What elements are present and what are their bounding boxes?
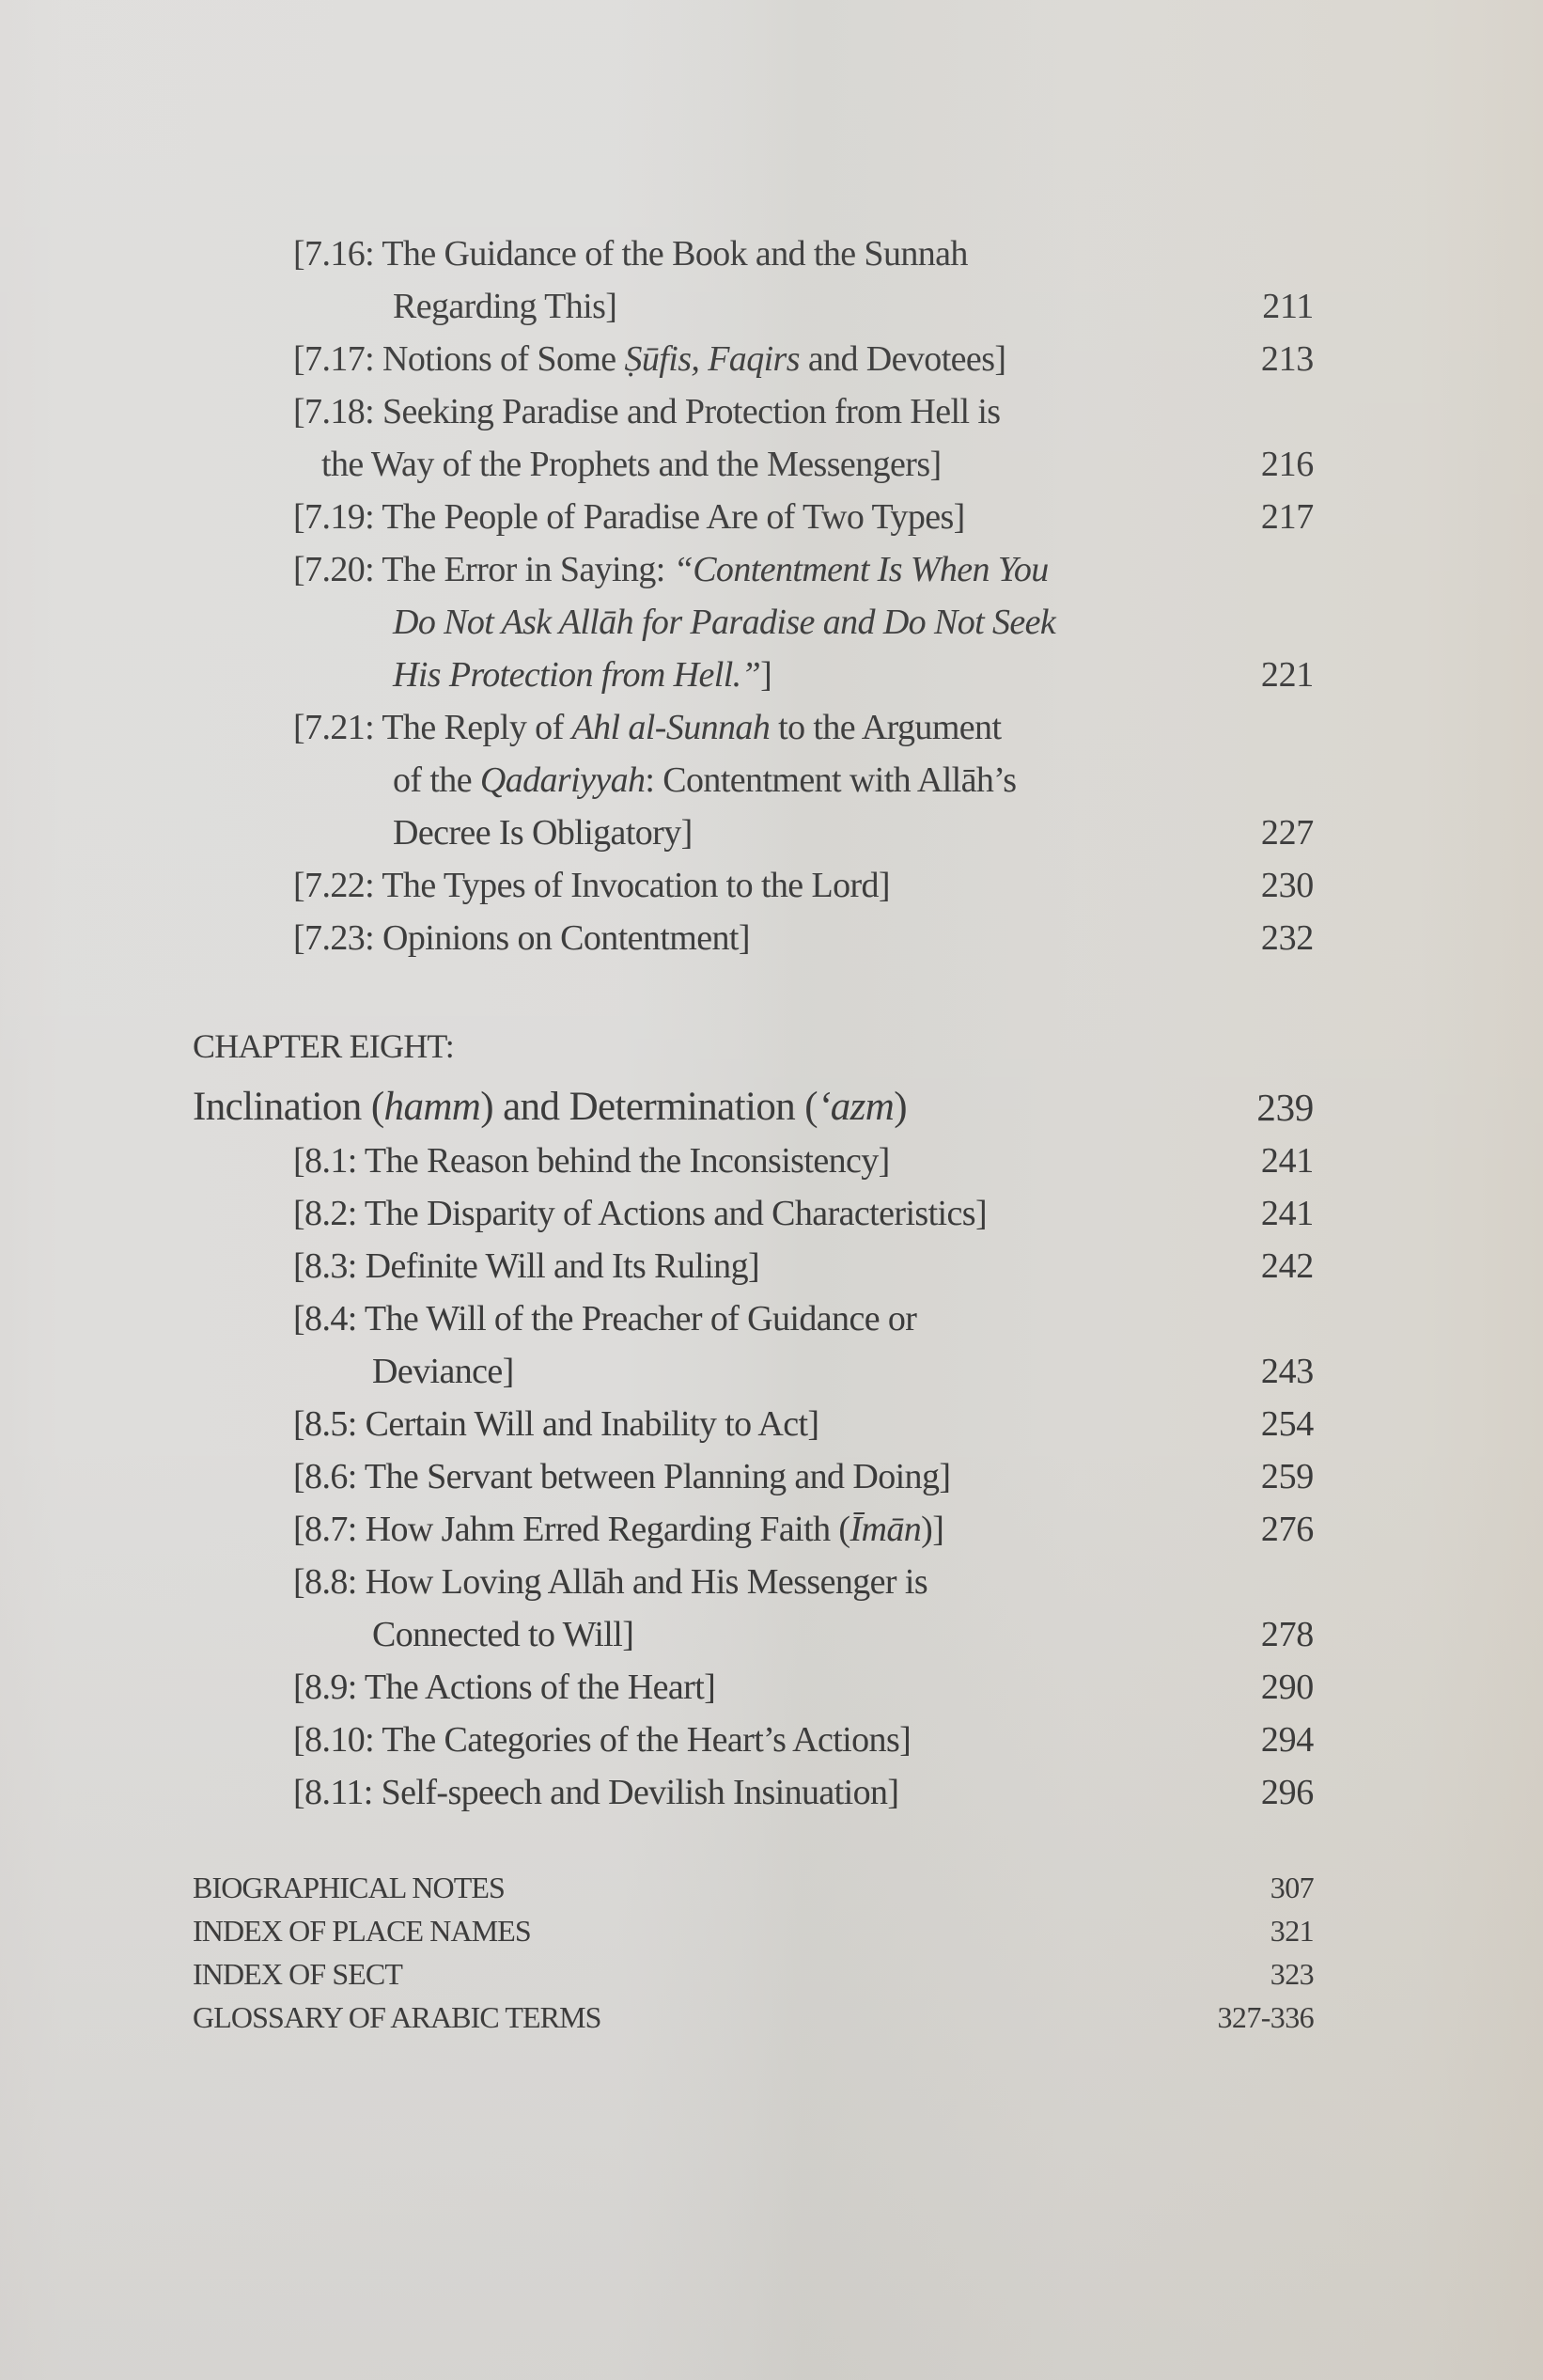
toc-entry-8-7 [0, 1503, 1543, 1556]
page-number: 323 [1270, 1957, 1314, 1991]
toc-entry-7-21-cont [0, 754, 1543, 806]
page-number: 239 [1256, 1086, 1314, 1129]
entry-title-line: [7.16: The Guidance of the Book and the Sunnah [293, 234, 968, 274]
chapter-eight-title-row [0, 1077, 1543, 1137]
chapter-title [193, 1077, 907, 1137]
page-number: 290 [1260, 1668, 1314, 1707]
entry-title-line [293, 543, 1049, 596]
toc-entry-8-3 [0, 1240, 1543, 1292]
page-number: 327-336 [1217, 2000, 1314, 2034]
toc-entry-7-16 [0, 227, 1543, 280]
entry-text: )] [921, 1510, 944, 1549]
entry-title-line [293, 1503, 943, 1556]
back-matter-glossary [0, 1996, 1543, 2039]
page-number: 241 [1260, 1141, 1314, 1181]
entry-title-line: [8.10: The Categories of the Heart’s Actions] [293, 1720, 912, 1760]
toc-entry-8-8 [0, 1556, 1543, 1608]
back-matter-index-sect [0, 1952, 1543, 1996]
toc-entry-7-20-cont [0, 596, 1543, 649]
toc-entry-7-21 [0, 701, 1543, 754]
entry-text: to the Argument [770, 708, 1002, 747]
entry-title-line: [8.6: The Servant between Planning and Doing] [293, 1457, 951, 1496]
toc-entry-8-4-cont [0, 1345, 1543, 1398]
entry-title-line [393, 754, 1016, 806]
entry-title-line: [8.4: The Will of the Preacher of Guidance or [293, 1299, 917, 1339]
chapter-eight-label-row [0, 1020, 1543, 1073]
page-number: 243 [1260, 1352, 1314, 1391]
entry-title-line: [8.9: The Actions of the Heart] [293, 1668, 716, 1707]
back-matter-label: BIOGRAPHICAL NOTES [193, 1871, 505, 1904]
page-number: 276 [1260, 1510, 1314, 1549]
page-number: 216 [1260, 445, 1314, 484]
page-number: 321 [1270, 1914, 1314, 1948]
entry-title-line: [7.22: The Types of Invocation to the Lord] [293, 866, 890, 905]
back-matter-label: INDEX OF PLACE NAMES [193, 1914, 531, 1948]
toc-entry-7-20-cont2 [0, 649, 1543, 701]
back-matter-biographical-notes [0, 1866, 1543, 1909]
toc-entry-7-18-cont [0, 438, 1543, 491]
page-number: 259 [1260, 1457, 1314, 1496]
page-number: 211 [1262, 287, 1314, 326]
page-number: 217 [1260, 497, 1314, 537]
entry-title-line: Decree Is Obligatory] [393, 813, 693, 853]
chapter-title-italic-term: ‘azm [818, 1085, 895, 1129]
entry-text: ] [760, 655, 772, 695]
entry-text: of the [393, 760, 480, 800]
entry-title-line: Regarding This] [393, 287, 617, 326]
page-number: 307 [1270, 1871, 1314, 1904]
back-matter-index-place-names [0, 1909, 1543, 1952]
toc-entry-8-11 [0, 1766, 1543, 1819]
chapter-label: CHAPTER EIGHT: [193, 1027, 454, 1065]
page-number: 296 [1260, 1773, 1314, 1812]
entry-title-line: [7.19: The People of Paradise Are of Two Types] [293, 497, 965, 537]
page-number: 254 [1260, 1404, 1314, 1444]
entry-title-line: [7.18: Seeking Paradise and Protection from Hell is [293, 392, 1001, 431]
back-matter-label: INDEX OF SECT [193, 1957, 402, 1991]
entry-title-line [293, 701, 1001, 754]
page-number: 241 [1260, 1194, 1314, 1233]
page-number: 278 [1260, 1615, 1314, 1654]
page-number: 227 [1260, 813, 1314, 853]
toc-entry-8-6 [0, 1450, 1543, 1503]
entry-text: : Contentment with Allāh’s [645, 760, 1017, 800]
toc-entry-7-22 [0, 859, 1543, 912]
page-number: 230 [1260, 866, 1314, 905]
entry-text: and Devotees] [799, 339, 1006, 379]
back-matter-label: GLOSSARY OF ARABIC TERMS [193, 2000, 601, 2034]
entry-title-line: the Way of the Prophets and the Messengers] [321, 445, 942, 484]
entry-italic-term: Qadariyyah [479, 760, 646, 800]
entry-title-line [293, 333, 1005, 385]
entry-title-line: [8.8: How Loving Allāh and His Messenger is [293, 1562, 928, 1602]
entry-text: [7.20: The Error in Saying: [293, 550, 674, 589]
entry-italic-quote: “Contentment Is When You [673, 550, 1049, 589]
entry-italic-quote: His Protection from Hell.” [393, 655, 761, 695]
entry-title-line: Deviance] [372, 1352, 514, 1391]
entry-title-line: [8.11: Self-speech and Devilish Insinuation] [293, 1773, 899, 1812]
entry-title-line: Connected to Will] [372, 1615, 634, 1654]
entry-title-line: [7.23: Opinions on Contentment] [293, 918, 750, 958]
toc-entry-7-21-cont2 [0, 806, 1543, 859]
entry-text: [8.7: How Jahm Erred Regarding Faith ( [293, 1510, 850, 1549]
entry-title-line [393, 649, 772, 701]
entry-title-line: [8.2: The Disparity of Actions and Characteristics] [293, 1194, 988, 1233]
entry-italic-term: Ṣūfis, Faqirs [624, 339, 800, 379]
chapter-title-italic-term: hamm [383, 1085, 481, 1129]
page-number: 232 [1260, 918, 1314, 958]
toc-entry-7-19 [0, 491, 1543, 543]
toc-entry-8-8-cont [0, 1608, 1543, 1661]
entry-text: [7.17: Notions of Some [293, 339, 625, 379]
entry-title-line: [8.3: Definite Will and Its Ruling] [293, 1246, 760, 1286]
page-number: 294 [1260, 1720, 1314, 1760]
toc-entry-8-4 [0, 1292, 1543, 1345]
toc-entry-7-20 [0, 543, 1543, 596]
page-number: 213 [1260, 339, 1314, 379]
entry-text: [7.21: The Reply of [293, 708, 572, 747]
chapter-title-text: ) and Determination ( [480, 1085, 818, 1129]
toc-entry-8-1 [0, 1135, 1543, 1187]
chapter-title-text: Inclination ( [193, 1085, 384, 1129]
entry-title-line: [8.1: The Reason behind the Inconsistency] [293, 1141, 890, 1181]
page-number: 221 [1260, 655, 1314, 695]
toc-entry-7-17 [0, 333, 1543, 385]
entry-italic-term: Ahl al-Sunnah [571, 708, 771, 747]
entry-title-line: [8.5: Certain Will and Inability to Act] [293, 1404, 819, 1444]
page-number: 242 [1260, 1246, 1314, 1286]
entry-italic-quote: Do Not Ask Allāh for Paradise and Do Not Seek [393, 603, 1056, 642]
chapter-title-text: ) [894, 1085, 907, 1129]
toc-entry-7-23 [0, 912, 1543, 964]
toc-entry-8-10 [0, 1714, 1543, 1766]
toc-entry-8-9 [0, 1661, 1543, 1714]
entry-italic-term: Īmān [849, 1510, 922, 1549]
toc-entry-8-2 [0, 1187, 1543, 1240]
toc-entry-7-16-cont [0, 280, 1543, 333]
toc-entry-8-5 [0, 1398, 1543, 1450]
toc-entry-7-18 [0, 385, 1543, 438]
